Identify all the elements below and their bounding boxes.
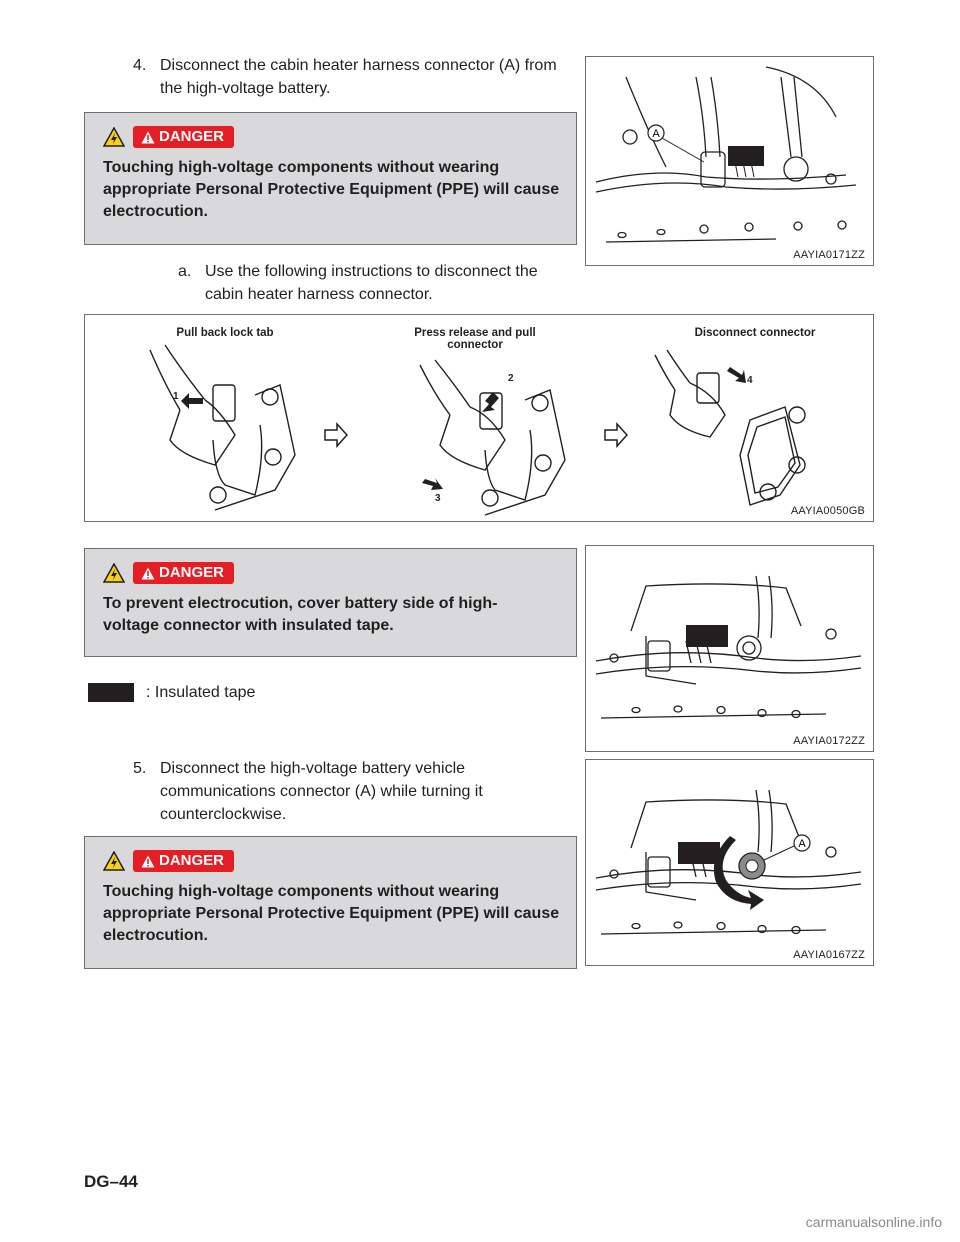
step-5-number: 5. <box>133 760 147 777</box>
action-arrow-3 <box>422 478 443 490</box>
action-arrow-4 <box>727 367 746 383</box>
high-voltage-warning-icon <box>103 127 125 147</box>
arrow-label-4: 4 <box>747 375 753 386</box>
danger-label-badge <box>133 126 234 148</box>
panel-2-label: Press release and pull connector <box>414 327 536 351</box>
danger-header <box>103 849 234 873</box>
danger-header <box>103 561 234 585</box>
danger-2-text: To prevent electrocution, cover battery side of high-voltage connector with insulated tape. <box>103 595 498 634</box>
figure-disconnect-procedure <box>84 314 874 522</box>
panel-3-label: Disconnect connector <box>694 327 816 339</box>
high-voltage-warning-icon <box>103 563 125 583</box>
warning-triangle-icon <box>141 131 155 144</box>
danger-label-text: DANGER <box>159 128 225 145</box>
danger-box-3 <box>84 836 577 969</box>
legend-text: : Insulated tape <box>146 684 256 701</box>
insulated-tape-mark <box>728 146 764 166</box>
arrow-label-2: 2 <box>508 373 514 384</box>
step-4-text: Disconnect the cabin heater harness connector (A) from the high-voltage battery. <box>160 57 557 97</box>
figure-2-code: AAYIA0050GB <box>790 505 865 517</box>
insulated-tape-mark <box>686 625 728 647</box>
figure-1-code: AAYIA0171ZZ <box>793 249 865 261</box>
watermark: carmanualsonline.info <box>805 1214 942 1230</box>
figure-cabin-heater-connector <box>585 56 874 266</box>
insulated-tape-illustration <box>586 546 874 752</box>
arrow-label-1: 1 <box>173 391 179 402</box>
danger-3-text: Touching high-voltage components without wearing appropriate Personal Protective Equipment (PPE) will cause electrocution. <box>103 883 560 944</box>
panel-1-label: Pull back lock tab <box>176 327 274 339</box>
cabin-heater-connector-illustration <box>586 57 874 266</box>
disconnect-procedure-illustration <box>85 315 874 522</box>
danger-1-text: Touching high-voltage components without wearing appropriate Personal Protective Equipment (PPE) will cause electrocution. <box>103 159 560 220</box>
next-step-arrow-2 <box>605 424 627 446</box>
action-arrow-2 <box>482 392 499 412</box>
insulated-tape-mark <box>678 842 720 864</box>
arrow-label-3: 3 <box>435 493 441 504</box>
danger-label-badge <box>133 850 234 872</box>
insulated-tape-swatch <box>88 683 134 702</box>
substep-a-text: Use the following instructions to disconnect the cabin heater harness connector. <box>205 263 538 303</box>
danger-box-1 <box>84 112 577 245</box>
figure-4-code: AAYIA0167ZZ <box>793 949 865 961</box>
warning-triangle-icon <box>141 855 155 868</box>
danger-label-badge <box>133 562 234 584</box>
figure-3-code: AAYIA0172ZZ <box>793 735 865 747</box>
danger-box-2 <box>84 548 577 657</box>
substep-a-letter: a. <box>178 263 192 280</box>
danger-header <box>103 125 234 149</box>
step-4-number: 4. <box>133 57 147 74</box>
danger-label-text: DANGER <box>159 564 225 581</box>
action-arrow-1 <box>181 393 203 409</box>
figure-1-callout-text: A <box>652 128 660 140</box>
figure-4-callout-text: A <box>798 838 806 850</box>
next-step-arrow-1 <box>325 424 347 446</box>
danger-label-text: DANGER <box>159 852 225 869</box>
step-5-text: Disconnect the high-voltage battery vehicle communications connector (A) while turning it counterclockwise. <box>160 760 483 823</box>
high-voltage-warning-icon <box>103 851 125 871</box>
page-number: DG–44 <box>84 1172 138 1191</box>
communications-connector-illustration <box>586 760 874 966</box>
figure-communications-connector <box>585 759 874 966</box>
warning-triangle-icon <box>141 567 155 580</box>
figure-insulated-tape <box>585 545 874 752</box>
